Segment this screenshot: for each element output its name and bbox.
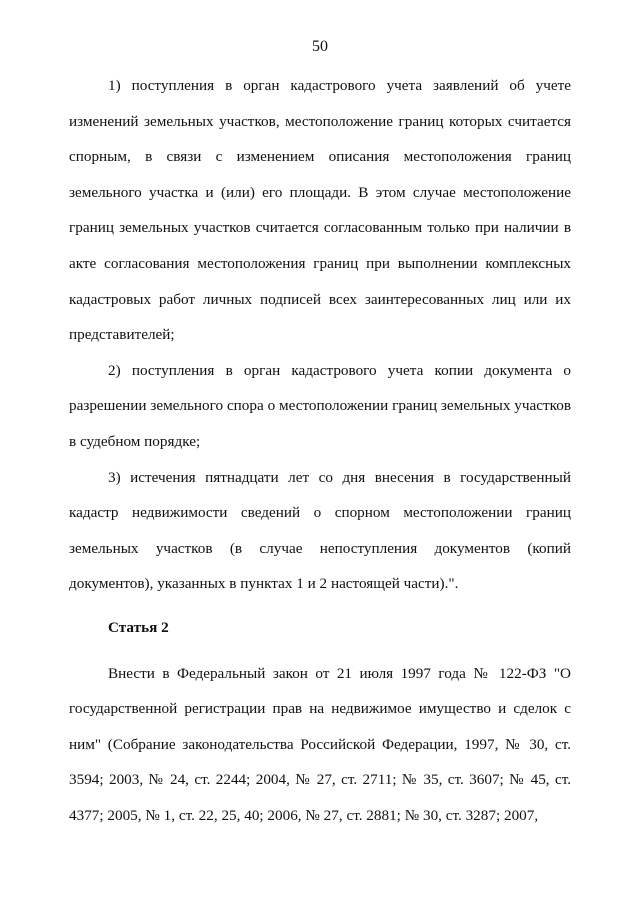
article-paragraph: Внести в Федеральный закон от 21 июля 1997 года № 122-ФЗ "О государственной регистрации прав на недвижимое имущество и сделок с ним" (Собрание законодательства Российской Федерации, 1997, № 30, ст. 3594; 2003, № 24, ст. 2244; 2004, № 27, ст. 2711; № 35, ст. 3607; № 45, ст. 4377; 2005, № 1, ст. 22, 25, 40; 2006, № 27, ст. 2881; № 30, ст. 3287; 2007, <box>69 664 571 824</box>
article-heading: Статья 2 <box>108 618 169 636</box>
page-number: 50 <box>312 38 328 55</box>
paragraph-item-3: 3) истечения пятнадцати лет со дня внесения в государственный кадастр недвижимости сведений о спорном местоположении границ земельных участков (в случае непоступления документов (копий документов), указанных в пунктах 1 и 2 настоящей части).". <box>69 468 571 593</box>
paragraph-item-2: 2) поступления в орган кадастрового учета копии документа о разрешении земельного спора о местоположении границ земельных участков в судебном порядке; <box>69 361 571 450</box>
paragraph-item-1: 1) поступления в орган кадастрового учета заявлений об учете изменений земельных участков, местоположение границ которых считается спорным, в связи с изменением описания местоположения границ земельного участка и (или) его площади. В этом случае местоположение границ земельных участков считается согласованным только при наличии в акте согласования местоположения границ при выполнении комплексных кадастровых работ личных подписей всех заинтересованных лиц или их представителей; <box>69 77 571 344</box>
document-body <box>69 68 571 833</box>
